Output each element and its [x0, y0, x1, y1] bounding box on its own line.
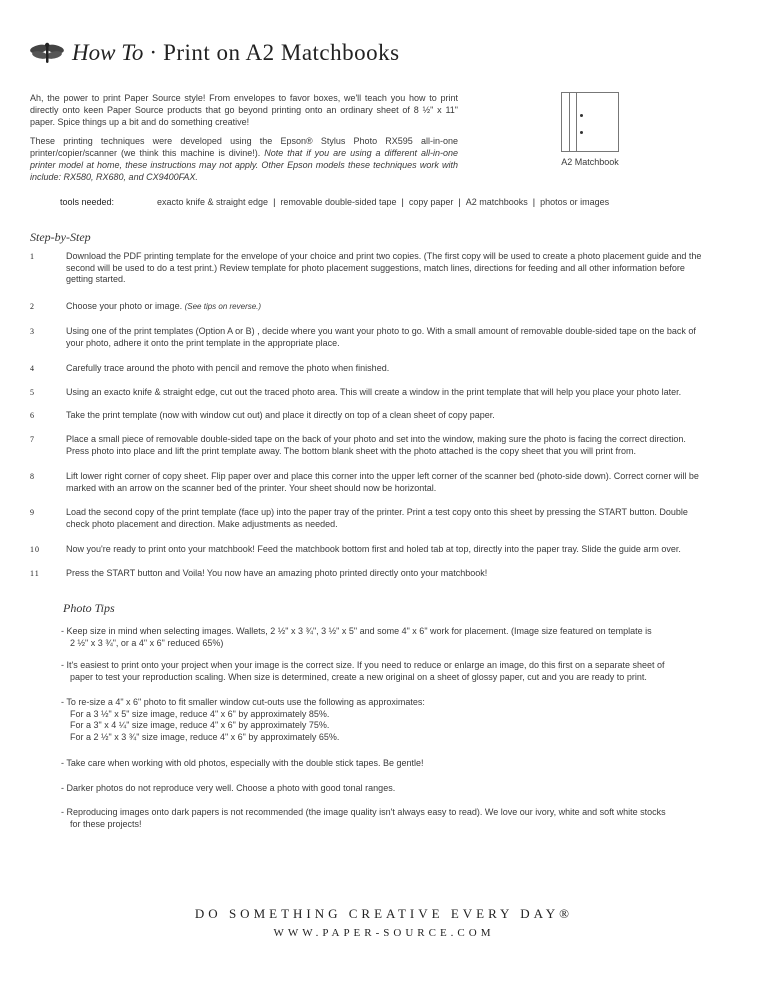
intro-plain-text: These printing techniques were developed using the Epson® Stylus Photo RX595 all-in-one printer/copier/scanner (we think this machine is divine!).	[30, 136, 458, 158]
step-number: 10	[30, 545, 40, 554]
step-text: Lift lower right corner of copy sheet. Flip paper over and place this corner into the upper left corner of the scanner bed (photo-side down). Correct corner will be marked with an arrow on the scanner bed of the printer. Your sheet should now be horizontal.	[66, 471, 699, 493]
tip-line: - Reproducing images onto dark papers is not recommended (the image quality isn't always easy to read). We love our ivory, white and soft white stocks	[61, 807, 666, 817]
footer-url: WWW.PAPER-SOURCE.COM	[273, 927, 495, 939]
tips-heading: Photo Tips	[63, 601, 115, 615]
tool-separator: |	[273, 197, 276, 207]
tip-line: paper to test your reproduction scaling. When size is determined, create a new original on a sheet of glossy paper, cut and you are ready to print.	[70, 671, 647, 682]
tools-label: tools needed:	[60, 197, 115, 207]
intro-paragraph: Ah, the power to print Paper Source style! From envelopes to favor boxes, we'll teach you how to print directly onto keen Paper Source products that go beyond printing onto an ordinary sheet of 8 ½" x 11" paper. Spice things up a bit and do something creative!	[30, 93, 458, 127]
step-text	[66, 301, 706, 313]
step-number: 2	[30, 302, 35, 311]
step-text: Place a small piece of removable double-sided tape on the back of your photo and set into the window, making sure the photo is facing the correct direction. Press photo into place and lift the print template away. The bottom blank sheet with the photo attached is the copy sheet that you will print from.	[66, 434, 686, 456]
matchbook-hole-icon	[580, 131, 583, 134]
matchbook-label: A2 Matchbook	[561, 157, 619, 167]
tip-item	[61, 783, 701, 795]
step-text-main: Choose your photo or image.	[66, 301, 183, 311]
tip-line: For a 3 ½" x 5" size image, reduce 4" x 6" by approximately 85%.	[70, 708, 330, 719]
tool-item: copy paper	[408, 197, 454, 207]
tip-item	[61, 807, 701, 830]
tip-item	[61, 697, 701, 743]
step-number: 7	[30, 435, 35, 444]
step-note: (See tips on reverse.)	[184, 302, 262, 311]
step-number: 6	[30, 411, 35, 420]
step-number: 11	[30, 569, 40, 578]
tip-line: - Darker photos do not reproduce very well. Choose a photo with good tonal ranges.	[61, 783, 396, 793]
tip-line: For a 2 ½" x 3 ¾" size image, reduce 4" x 6" by approximately 65%.	[70, 731, 340, 742]
step-number: 4	[30, 364, 35, 373]
tip-line: For a 3" x 4 ¼" size image, reduce 4" x 6" by approximately 75%.	[70, 720, 330, 730]
tip-item	[61, 626, 701, 649]
intro-note-text: Note that if you are using a different all-in-one printer model at home, these instructions may not apply. Other Epson models these techniques work with include: RX580, RX680, and CX9400FAX.	[30, 148, 458, 182]
step-number: 3	[30, 327, 35, 336]
tip-line: - To re-size a 4" x 6" photo to fit smaller window cut-outs use the following as approximates:	[61, 697, 425, 707]
step-number: 1	[30, 252, 35, 261]
tip-line: - Keep size in mind when selecting images. Wallets, 2 ½" x 3 ¾", 3 ½" x 5" and some 4" x 6" work for placement. (Image size featured on template is	[61, 626, 652, 636]
tool-separator: |	[458, 197, 461, 207]
tip-item	[61, 758, 701, 770]
footer-slogan: DO SOMETHING CREATIVE EVERY DAY®	[194, 906, 574, 921]
matchbook-hole-icon	[580, 114, 583, 117]
step-text: Press the START button and Voila! You now have an amazing photo printed directly onto your matchbook!	[66, 568, 488, 578]
step-number: 9	[30, 508, 35, 517]
intro-paragraph-printer	[30, 135, 458, 183]
step-text: Take the print template (now with window cut out) and place it directly on top of a clean sheet of copy paper.	[66, 410, 495, 420]
tip-line: 2 ½" x 3 ¾", or a 4" x 6" reduced 65%)	[70, 637, 224, 648]
tip-line: - Take care when working with old photos, especially with the double stick tapes. Be gentle!	[61, 758, 424, 768]
tool-item: removable double-sided tape	[280, 197, 397, 207]
tool-item: A2 matchbooks	[465, 197, 528, 207]
matchbook-fold-line	[576, 92, 577, 152]
step-text: Download the PDF printing template for the envelope of your choice and print two copies. (The first copy will be used to create a photo placement guide and the second will be used to do a test print.) Review template for photo placement suggestions, match lines, directions for feeding and all other information before getting started.	[66, 251, 702, 284]
tool-item: photos or images	[540, 197, 610, 207]
tools-list	[157, 197, 609, 207]
tool-separator: |	[401, 197, 404, 207]
tip-line: - It's easiest to print onto your project when your image is the correct size. If you need to reduce or enlarge an image, do this first on a separate sheet of	[61, 660, 665, 670]
step-text: Now you're ready to print onto your matchbook! Feed the matchbook bottom first and holed tab at top, directly into the paper tray. Slide the guide arm over.	[66, 544, 681, 554]
tool-separator: |	[532, 197, 536, 207]
tip-line: for these projects!	[70, 818, 142, 829]
matchbook-fold-line	[569, 92, 570, 152]
how-to-label: How To	[72, 40, 144, 65]
tool-item: exacto knife & straight edge	[157, 197, 269, 207]
step-text: Using one of the print templates (Option A or B) , decide where you want your photo to go. With a small amount of removable double-sided tape on the back of your photo, adhere it onto the print template in the appropriate place.	[66, 326, 696, 348]
dragonfly-icon	[30, 42, 64, 64]
step-number: 8	[30, 472, 35, 481]
step-text: Carefully trace around the photo with pencil and remove the photo when finished.	[66, 363, 390, 373]
steps-heading: Step-by-Step	[30, 230, 91, 244]
title-separator: ·	[149, 40, 158, 65]
step-text: Using an exacto knife & straight edge, cut out the traced photo area. This will create a window in the print template that will help you place your photo later.	[66, 387, 682, 397]
step-number: 5	[30, 388, 35, 397]
step-text: Load the second copy of the print template (face up) into the paper tray of the printer. Print a test copy onto this sheet by pressing the START button. Double check photo placement and direction. Make adjustments as needed.	[66, 507, 688, 529]
tip-item	[61, 660, 701, 683]
page-title: Print on A2 Matchbooks	[163, 40, 400, 65]
page-header	[30, 38, 400, 68]
